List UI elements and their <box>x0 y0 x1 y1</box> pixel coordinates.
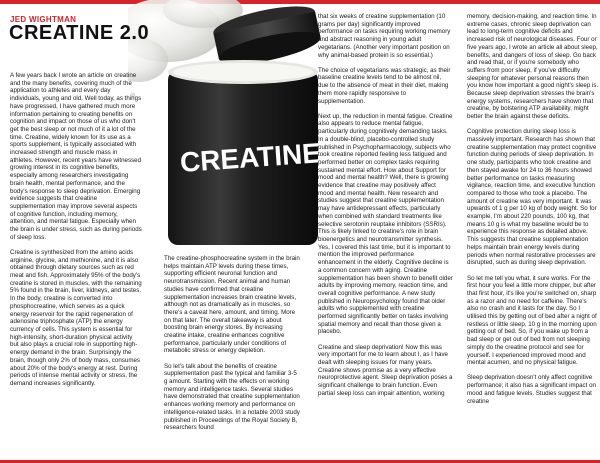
paragraph: The choice of vegetarians was strategic, as their baseline creatine levels tend to be almost nil, due to the absence of meat in their diet, making them more rapidly responsive to supplementation. <box>318 66 451 105</box>
paragraph: Creatine is synthesized from the amino acids arginine, glycine, and methionine, and it is also obtained through dietary sources such as red meat and fish. Approximately 95% of the body's creatine is stored in muscles, with the remaining 5% found in the brain, liver, kidneys, and testes. In the body, creatine is converted into phosphocreatine, which serves as a quick energy reservoir for the rapid regeneration of adenosine triphosphate (ATP) the energy currency of cells. This system is essential for high-intensity, short-duration physical activity but also plays a crucial role in supporting high-energy demand in the brain. Surprisingly the brain, though only 2% of body mass, consumes about 20% of the body's energy at rest. During periods of intense mental activity or stress, the demand increases significantly. <box>10 248 142 387</box>
paragraph: Sleep deprivation doesn't only affect cognitive performance; it also has a significant impact on mood and fatigue levels. Studies suggest that creatine <box>467 374 596 405</box>
paragraph: A few years back I wrote an article on creatine and the many benefits, covering much of the application to athletes and every day individuals, young and old. Well today, as things have progressed, I have gathered much more information pertaining to creating benefits on cognition and impact on those of us who don't get the best sleep or not much of it a lot of the time. Creatine, widely known for its use as a sports supplement, is typically associated with increased strength and muscle mass in athletes. However, recent years have witnessed growing interest in its cognitive benefits, especially among researchers investigating brain health, mental performance, and the body's response to sleep deprivation. Emerging evidence suggests that creatine supplementation may improve several aspects of cognitive function, including memory, attention, and mental fatigue. Especially when the brain is under stress, such as during periods of sleep loss. <box>10 72 142 241</box>
column-4 <box>467 13 599 413</box>
article-title: CREATINE 2.0 <box>9 22 150 44</box>
paragraph: The creatine-phosphocreatine system in the brain helps maintain ATP levels during these times, supporting efficient neuronal function and neurotransmission. Recent animal and human studies have confirmed that creatine supplementation increases brain creatine levels, although not as dramatically as in muscles, so there's a caveat here, amount, and timing. More on that later. The overall takeaway is about boosting brain energy stores. By increasing creatine intake, creatine enhances cognitive performance, particularly under conditions of metabolic stress or energy depletion. <box>164 255 300 355</box>
paragraph: Creatine and sleep deprivation! Now this was very important for me to learn about I, as I have dealt with sleeping issues for many years. Creatine shows promise as a very effective neuroprotective agent. Sleep deprivation poses a significant challenge to brain function. Even partial sleep loss can impair attention, working <box>318 343 453 397</box>
paragraph: memory, decision-making, and reaction time. In extreme cases, chronic sleep deprivation can lead to long-term cognitive deficits and increased risk of neurological diseases. Four or five years ago, I wrote an article all about sleep, benefits, and dangers of loss of sleep. Go back and read that, or if you're somebody who suffers from poor sleep, if you've difficulty sleeping for whatever personal reasons then you know how important a good night's sleep is. Because sleep deprivation stresses the brain's energy systems, researchers have shown that creatine, by bolstering ATP availability, might better the brain against these deficits. <box>467 13 599 121</box>
paragraph: Next up, the reduction in mental fatigue. Creatine also appears to reduce mental fatigue, particularly during cognitively demanding tasks. In a double-blind, placebo-controlled study published in Psychopharmacology, subjects who took creatine reported feeling less fatigued and performed better on complex tasks requiring sustained mental effort. How about Support for mood and mental health? Well, there is growing evidence that creatine may positively affect mood and mental health. New research and studies suggest that creatine supplementation may have antidepressant effects, particularly when combined with standard treatments like selective serotonin reuptake inhibitors (SSRIs). This is likely linked to creatine's role in brain bioenergetics and neurotransmitter synthesis. Yes, I covered this last time, but it is important to mention the improved performance enhancement in the elderly. Cognitive decline is a common concern with aging. Creatine supplementation has been shown to benefit older adults by improving memory, reaction time, and overall cognitive performance. A new study published in Neuropsychology found that older adults who supplemented with creatine performed significantly better on tasks involving spatial memory and recall than those given a placebo. <box>318 112 453 336</box>
column-2 <box>164 255 300 439</box>
tub-label: CREATINE <box>178 137 322 179</box>
paragraph: that six weeks of creatine supplementation (10 grams per day) significantly improved performance on tasks requiring working memory and abstract reasoning in young adult vegetarians. (Another very important position on why animal-based protein is so essential.) <box>318 13 451 59</box>
column-3 <box>318 13 453 405</box>
paragraph: So let's talk about the benefits of creatine supplementation past the typical and familiar 3-5 g amount. Starting with the effects on working memory and intelligence tasks. Several studies have demonstrated that creatine supplementation enhances working memory and performance on intelligence-related tasks. In a notable 2003 study published in Proceedings of the Royal Society B, researchers found <box>164 362 300 432</box>
paragraph: So let me tell you what, it sure works. For the first hour you feel a little more chipper, but after that first hour, it's like you're switched on, sharp as a razor and no need for caffeine. There's also no crash and it lasts for the day. So I utilised this by getting out of bed after a night of restless or little sleep, 10 g in the morning upon getting out of bed. So, if you wake up from a bad sleep or get out of bed from not sleeping simply do the creatine protocol and see for yourself. I experienced improved mood and mental acumen, and no physical fatigue. <box>467 274 597 367</box>
column-1 <box>10 72 142 395</box>
paragraph: Cognitive protection during sleep loss is massively important. Research has shown that creatine supplementation may protect cognitive function during periods of sleep deprivation. In one study, participants who took creatine and then stayed awake for 24 to 36 hours showed better performance on tasks measuring vigilance, reaction time, and executive function compared to those who took a placebo. The amount of creatine was very important. It was upwards of 1 g per 10 kg of body weight. So for example, I'm about 220 pounds, 100 kg, that means 10 g is what my baseline would be to experience this response as detailed above. This suggests that creatine supplementation helps maintain brain energy levels during periods when normal restorative processes are disrupted, such as during sleep deprivation. <box>467 128 597 267</box>
author-name: JED WIGHTMAN <box>10 15 77 24</box>
creatine-tub-image <box>128 0 324 250</box>
